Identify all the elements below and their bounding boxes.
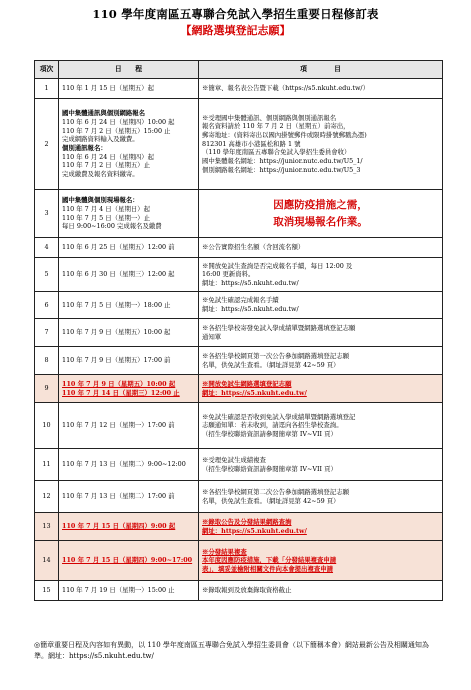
date-line: 110 年 6 月 30 日（星期三）12:00 起 (62, 270, 175, 279)
item-line: 個別網路報名網址：https://junior.nutc.edu.tw/U5_3 (202, 165, 361, 174)
table-row (35, 481, 443, 513)
column-header-no: 項次 (35, 61, 59, 79)
date-line: 國中集體通訊與個別網路報名 (62, 109, 146, 118)
item-line: 網址：https://s5.nkuht.edu.tw/ (202, 526, 307, 535)
date-line: 個別通訊報名： (62, 144, 107, 152)
table-header-row (35, 61, 443, 79)
row-item (199, 375, 443, 403)
document-title: 110 學年度南區五專聯合免試入學招生重要日程修訂表 (92, 7, 379, 21)
row-date (59, 449, 199, 481)
row-number: 8 (35, 347, 59, 375)
date-line: 110 年 7 月 5 日（星期一）止 (62, 213, 151, 222)
item-line: 網址：https://s5.nkuht.edu.tw/ (202, 388, 307, 397)
item-line: （招生學校聯絡資訊請參閱簡章第 IV~VII 頁） (202, 464, 337, 473)
table-row (35, 347, 443, 375)
row-number: 5 (35, 258, 59, 292)
row-item (199, 99, 443, 190)
table-row (35, 79, 443, 99)
item-line: ※免試生確認是否收到免試入學成績單暨網路選填登記 (202, 412, 356, 421)
table-row-highlighted (35, 541, 443, 581)
item-line: ※錄取報到及放棄錄取資格截止 (202, 586, 292, 595)
date-line: 完成網路資料輸入及繳費。 (62, 135, 139, 144)
row-date (59, 292, 199, 319)
date-line: 110 年 7 月 9 日（星期五）10:00 起 (62, 328, 171, 337)
row-number: 12 (35, 481, 59, 513)
row-date (59, 319, 199, 347)
date-line: 110 年 7 月 9 日（星期五）10:00 起 (62, 379, 176, 388)
date-line: 110 年 7 月 15 日（星期四）9:00~17:00 (62, 556, 193, 565)
item-line: ※簡章、報名表公告暨下載（https://s5.nkuht.edu.tw/） (202, 84, 369, 93)
item-line: 網址：https://s5.nkuht.edu.tw/ (202, 278, 299, 287)
table-row (35, 190, 443, 238)
date-line: 110 年 7 月 13 日（星期二）17:00 前 (62, 492, 175, 501)
item-line: ※受理免試生成績複查 (202, 455, 266, 464)
table-row (35, 238, 443, 258)
date-line: 110 年 6 月 25 日（星期五）12:00 前 (62, 243, 175, 252)
cancellation-notice (199, 190, 443, 238)
table-row-highlighted (35, 513, 443, 541)
schedule-table (34, 60, 443, 601)
date-line: 國中集體與個別現場報名： (62, 196, 139, 205)
row-date (59, 79, 199, 99)
item-line: （招生學校聯絡資訊請參閱簡章第 IV~VII 頁） (202, 429, 337, 438)
row-item (199, 513, 443, 541)
row-date (59, 581, 199, 601)
row-date (59, 238, 199, 258)
item-line: （110 學年度南區五專聯合免試入學招生委員會收） (202, 148, 351, 157)
document-subtitle: 【網路選填登記志願】 (180, 24, 291, 37)
item-line: ※開放免試生網路選填登記志願 (202, 379, 292, 388)
row-item (199, 541, 443, 581)
date-line: 每日 9:00~16:00 完成報名及繳費 (62, 222, 162, 231)
item-line: ※公告實際招生名額（含回流名額） (202, 243, 305, 252)
row-date (59, 541, 199, 581)
item-line: ※受理國中集體通訊、個別網路與個別通訊報名 (202, 113, 337, 122)
table-row (35, 403, 443, 449)
table-row-highlighted (35, 375, 443, 403)
item-line: ※開放免試生查詢是否完成報名手續，每日 12:00 及 (202, 261, 353, 270)
row-number: 2 (35, 99, 59, 190)
item-line: 名單，供免試生查看。（網址詳見第 42~59 頁） (202, 360, 340, 369)
row-number: 6 (35, 292, 59, 319)
row-number: 7 (35, 319, 59, 347)
column-header-date: 日 程 (59, 61, 199, 79)
item-line: 16:00 更新資料。 (202, 270, 255, 279)
row-date (59, 481, 199, 513)
date-line: 110 年 7 月 9 日（星期五）17:00 前 (62, 356, 171, 365)
date-line: 110 年 7 月 4 日（星期日）起 (62, 204, 151, 213)
item-line: 國中集體報名網址：https://junior.nutc.edu.tw/U5_1/ (202, 156, 363, 165)
notice-line: 取消現場報名作業。 (273, 215, 368, 228)
item-line: 通知單 (202, 332, 222, 341)
table-row (35, 99, 443, 190)
table-row (35, 292, 443, 319)
row-item (199, 292, 443, 319)
date-line: 110 年 7 月 5 日（星期一）18:00 止 (62, 300, 171, 309)
row-number: 13 (35, 513, 59, 541)
item-line: 名單，供免試生查看。（網址詳見第 42~59 頁） (202, 496, 340, 505)
item-line: 本年度因應防疫措施，下載「分發結果複查申請 (202, 556, 337, 565)
date-line: 110 年 7 月 12 日（星期一）17:00 前 (62, 421, 175, 430)
item-line: 表」，填妥並檢附相關文件向本會提出複查申請 (202, 564, 334, 573)
row-number: 9 (35, 375, 59, 403)
item-line: 志願通知單：若未收到，請逕向各招生學校查詢。 (202, 421, 343, 430)
row-number: 10 (35, 403, 59, 449)
row-item (199, 449, 443, 481)
row-date (59, 347, 199, 375)
row-date (59, 190, 199, 238)
row-item (199, 238, 443, 258)
row-date (59, 513, 199, 541)
date-line: 110 年 1 月 15 日（星期五）起 (62, 84, 155, 93)
row-number: 11 (35, 449, 59, 481)
date-line: 110 年 6 月 24 日（星期四）10:00 起 (62, 118, 175, 127)
notice-line: 因應防疫措施之需， (273, 199, 368, 212)
date-line: 110 年 7 月 2 日（星期五）止 (62, 161, 151, 170)
row-item (199, 79, 443, 99)
row-number: 4 (35, 238, 59, 258)
footnote: ◎簡章重要日程及內容如有異動，以 110 學年度南區五專聯合免試入學招生委員會（以下簡稱本會）網站最新公告及相關通知為準。網址：https://s5.nkuht.edu.tw/ (34, 641, 429, 660)
row-item (199, 581, 443, 601)
date-line: 110 年 7 月 2 日（星期五）15:00 止 (62, 126, 171, 135)
row-item (199, 319, 443, 347)
item-line: 812301 高雄市小港區松和路 1 號 (202, 139, 301, 148)
date-line: 110 年 7 月 19 日（星期一）15:00 止 (62, 586, 175, 595)
row-number: 1 (35, 79, 59, 99)
date-line: 110 年 7 月 15 日（星期四）9:00 起 (62, 522, 176, 531)
item-line: 郵寄地址：(資料寄出以國內掛號郵件或限時掛號郵戳為憑) (202, 131, 367, 140)
table-row (35, 319, 443, 347)
item-line: ※各招生學校寄發免試入學成績單暨網路選填登記志願 (202, 323, 356, 332)
item-line: 網址：https://s5.nkuht.edu.tw/ (202, 305, 299, 313)
table-row (35, 581, 443, 601)
row-item (199, 403, 443, 449)
row-date (59, 258, 199, 292)
row-date (59, 375, 199, 403)
date-line: 完成繳費及報名資料繳寄。 (62, 169, 139, 178)
row-item (199, 481, 443, 513)
row-number: 15 (35, 581, 59, 601)
item-line: ※各招生學校網頁第一次公告參加網路選填登記志願 (202, 351, 349, 360)
item-line: 報名資料請於 110 年 7 月 2 日（星期五）前寄出， (202, 122, 350, 131)
item-line: ※分發結果複查 (202, 547, 247, 556)
table-row (35, 449, 443, 481)
table-row (35, 258, 443, 292)
row-item (199, 258, 443, 292)
row-number: 3 (35, 190, 59, 238)
row-number: 14 (35, 541, 59, 581)
item-line: ※錄取公告及分發結果網路查詢 (202, 517, 292, 526)
column-header-item: 項 目 (199, 61, 443, 79)
date-line: 110 年 6 月 24 日（星期四）起 (62, 152, 155, 161)
item-line: ※免試生確認完成報名手續 (202, 296, 279, 305)
item-line: ※各招生學校網頁第二次公告參加網路選填登記志願 (202, 487, 349, 496)
row-item (199, 347, 443, 375)
date-line: 110 年 7 月 14 日（星期三）12:00 止 (62, 388, 180, 397)
row-date (59, 403, 199, 449)
date-line: 110 年 7 月 13 日（星期二）9:00~12:00 (62, 460, 186, 469)
row-date (59, 99, 199, 190)
